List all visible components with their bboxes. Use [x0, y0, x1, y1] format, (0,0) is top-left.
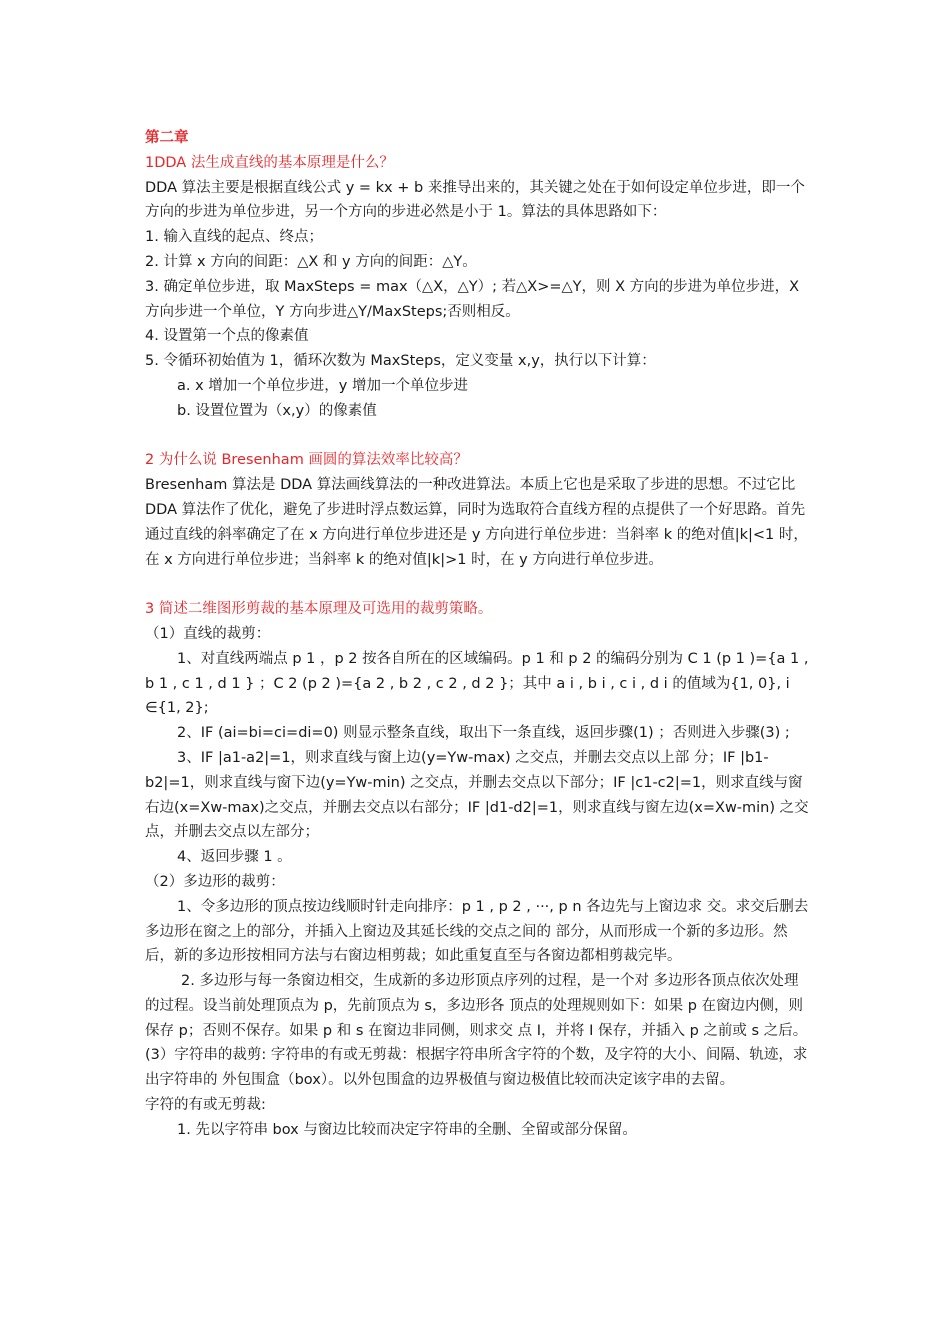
question-1-step-4: 4. 设置第一个点的像素值: [145, 328, 309, 345]
polygon-clipping-step-1: 1、令多边形的顶点按边线顺时针走向排序：p 1 , p 2 , ···, p n 各边先与上窗边求 交。求交后删去多边形在窗之上的部分，并插入上窗边及其延长线的交点之间的 部分，从而形成一个新的多边形。然后，新的多边形按相同方法与右窗边相剪裁；如此重复直至与各窗边都相剪裁完毕。: [145, 898, 809, 965]
line-clipping-step-4: 4、返回步骤 1 。: [177, 849, 292, 866]
question-2-paragraph: Bresenham 算法是 DDA 算法画线算法的一种改进算法。本质上它也是采取了步进的思想。不过它比 DDA 算法作了优化，避免了步进时浮点数运算，同时为选取符合直线方程的点提供了一个好思路。首先通过直线的斜率确定了在 x 方向进行单位步进还是 y 方向进行单位步进：当斜率 k 的绝对值|k|<1 时，在 x 方向进行单位步进；当斜率 k 的绝对值|k|>1 时，在 y 方向进行单位步进。: [145, 477, 808, 568]
line-clipping-step-3: 3、IF |a1-a2|=1，则求直线与窗上边(y=Yw-max) 之交点，并删去交点以上部 分；IF |b1-b2|=1，则求直线与窗下边(y=Yw-min) 之交点，并删去交点以下部分；IF |c1-c2|=1，则求直线与窗右边(x=Xw-max)之交点，并删去交点以右部分；IF |d1-d2|=1，则求直线与窗左边(x=Xw-min) 之交点，并删去交点以左部分；: [145, 749, 809, 841]
question-2-title: 2 为什么说 Bresenham 画圆的算法效率比较高？: [145, 452, 468, 469]
question-1-step-5a: a. x 增加一个单位步进，y 增加一个单位步进: [177, 377, 468, 394]
polygon-clipping-heading: （2）多边形的裁剪：: [145, 873, 285, 890]
question-1-step-5: 5. 令循环初始值为 1，循环次数为 MaxSteps，定义变量 x,y，执行以下计算：: [145, 353, 656, 370]
question-1-step-5b: b. 设置位置为（x,y）的像素值: [177, 402, 377, 419]
question-1-step-1: 1. 输入直线的起点、终点；: [145, 229, 323, 246]
question-1-step-2: 2. 计算 x 方向的间距：△X 和 y 方向的间距：△Y。: [145, 253, 477, 270]
line-clipping-step-2: 2、IF (ai=bi=ci=di=0) 则显示整条直线，取出下一条直线，返回步骤(1) ；否则进入步骤(3) ;: [177, 725, 790, 742]
question-3-title: 3 简述二维图形剪裁的基本原理及可选用的裁剪策略。: [145, 601, 493, 618]
polygon-clipping-step-2: 2. 多边形与每一条窗边相交，生成新的多边形顶点序列的过程，是一个对 多边形各顶点依次处理的过程。设当前处理顶点为 p，先前顶点为 s，多边形各 顶点的处理规则如下：如果 p 在窗边内侧，则保存 p；否则不保存。如果 p 和 s 在窗边非同侧，则求交 点 I，并将 I 保存，并插入 p 之前或 s 之后。: [145, 973, 808, 1039]
string-clipping-paragraph: (3）字符串的裁剪: 字符串的有或无剪裁：根据字符串所含字符的个数，及字符的大小、间隔、轨迹，求出字符串的 外包围盒（box）。以外包围盒的边界极值与窗边极值比较而决定该字串的去留。: [145, 1047, 808, 1089]
char-clipping-heading: 字符的有或无剪裁:: [145, 1097, 266, 1114]
line-clipping-step-1: 1、对直线两端点 p 1 ，p 2 按各自所在的区域编码。p 1 和 p 2 的编码分别为 C 1 (p 1 )={a 1 , b 1 , c 1 , d 1 } ；C 2 (p 2 )={a 2 , b 2 , c 2 , d 2 }；其中 a i , b i , c i , d i 的值域为{1, 0}, i ∈{1, 2};: [145, 650, 809, 717]
paragraph-gap: [145, 572, 812, 597]
line-clipping-heading: （1）直线的裁剪：: [145, 625, 271, 642]
chapter-heading: 第二章: [145, 130, 189, 146]
question-1-title: 1DDA 法生成直线的基本原理是什么？: [145, 154, 394, 171]
question-1-paragraph: DDA 算法主要是根据直线公式 y = kx + b 来推导出来的，其关键之处在于如何设定单位步进，即一个方向的步进为单位步进，另一个方向的步进必然是小于 1。算法的具体思路如下：: [145, 179, 805, 221]
question-1-step-3: 3. 确定单位步进，取 MaxSteps = max（△X，△Y）; 若△X>=△Y，则 X 方向的步进为单位步进，X 方向步进一个单位，Y 方向步进△Y/MaxSteps;否则相反。: [145, 278, 800, 320]
char-clipping-step-1: 1. 先以字符串 box 与窗边比较而决定字符串的全删、全留或部分保留。: [177, 1121, 637, 1138]
paragraph-gap: [145, 424, 812, 449]
